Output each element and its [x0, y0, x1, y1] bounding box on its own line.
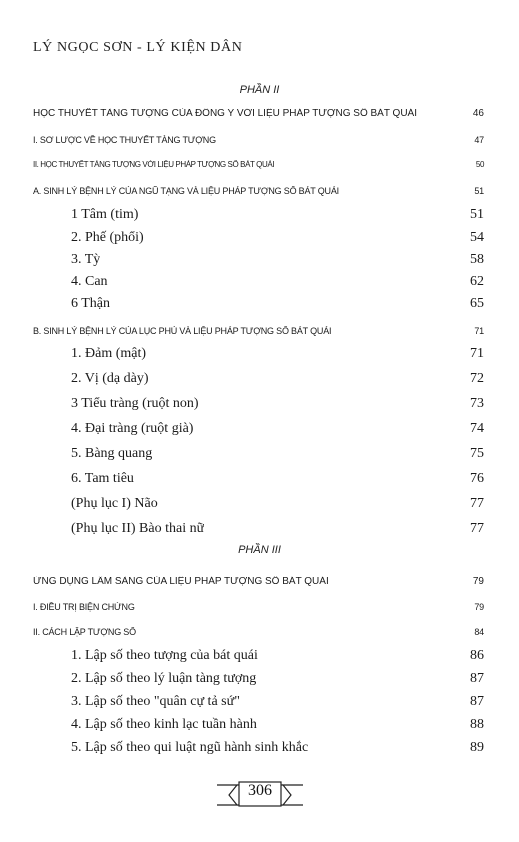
toc-label: 3 Tiểu tràng (ruột non) — [71, 396, 199, 411]
toc-page: 84 — [474, 627, 484, 637]
toc-entry — [33, 648, 484, 664]
toc-label: ỨNG DỤNG LÂM SÀNG CỦA LIỆU PHÁP TƯỢNG SỐ BÁT QUÁI — [33, 576, 329, 587]
toc-label: I. SƠ LƯỢC VỀ HỌC THUYẾT TÀNG TƯỢNG — [33, 135, 216, 145]
toc-entry — [33, 496, 484, 512]
toc-page: 73 — [470, 396, 484, 411]
toc-page: 46 — [472, 108, 484, 119]
toc-page: 51 — [470, 207, 484, 222]
part-2-heading: PHẦN II — [239, 84, 280, 96]
toc-entry — [33, 521, 484, 537]
toc-entry — [33, 627, 484, 637]
toc-label: 5. Lập số theo qui luật ngũ hành sinh khắc — [71, 740, 309, 755]
toc-entry — [33, 576, 484, 587]
toc-entry — [33, 740, 484, 756]
toc-entry — [33, 160, 484, 169]
toc-entry — [33, 108, 484, 119]
toc-label: II. HỌC THUYẾT TÀNG TƯỢNG VỚI LIỆU PHÁP TƯỢNG SỐ BÁT QUÁI — [33, 160, 275, 169]
toc-page: 58 — [470, 252, 484, 267]
toc-entry — [33, 421, 484, 437]
toc-page: 76 — [470, 471, 484, 486]
toc-label: (Phụ lục I) Não — [71, 496, 158, 511]
toc-label: 1. Lập số theo tượng của bát quái — [71, 648, 258, 663]
toc-entry — [33, 230, 484, 246]
toc-entry — [33, 296, 484, 312]
toc-label: 3. Tỳ — [71, 252, 101, 267]
page-number-ornament — [215, 780, 305, 810]
toc-label: 2. Vị (dạ dày) — [71, 371, 149, 386]
toc-label: B. SINH LÝ BỆNH LÝ CỦA LỤC PHỦ VÀ LIỆU PHÁP TƯỢNG SỐ BÁT QUÁI — [33, 326, 332, 336]
toc-entry — [33, 396, 484, 412]
toc-entry — [33, 671, 484, 687]
toc-entry — [33, 326, 484, 336]
toc-page: 89 — [470, 740, 484, 755]
toc-label: (Phụ lục II) Bào thai nữ — [71, 521, 205, 536]
toc-label: 4. Lập số theo kinh lạc tuần hành — [71, 717, 257, 732]
toc-entry — [33, 252, 484, 268]
toc-page: 88 — [470, 717, 484, 732]
toc-entry — [33, 471, 484, 487]
toc-label: 4. Đại tràng (ruột già) — [71, 421, 194, 436]
toc-entry — [33, 694, 484, 710]
toc-page: 51 — [474, 186, 484, 196]
toc-entry — [33, 602, 484, 612]
toc-page: 87 — [470, 671, 484, 686]
part-3-heading: PHẦN III — [238, 544, 281, 556]
toc-label: 3. Lập số theo "quân cự tả sứ" — [71, 694, 240, 709]
toc-page: 74 — [470, 421, 484, 436]
toc-entry — [33, 446, 484, 462]
toc-label: 5. Bàng quang — [71, 446, 153, 461]
toc-page: 62 — [470, 274, 484, 289]
toc-label: 4. Can — [71, 274, 108, 289]
toc-label: II. CÁCH LẬP TƯỢNG SỐ — [33, 627, 136, 637]
toc-page: 86 — [470, 648, 484, 663]
toc-page: 71 — [470, 346, 484, 361]
toc-entry — [33, 135, 484, 145]
toc-page: 65 — [470, 296, 484, 311]
page-number: 306 — [248, 782, 272, 799]
toc-entry — [33, 717, 484, 733]
toc-entry — [33, 207, 484, 223]
toc-page: 87 — [470, 694, 484, 709]
toc-entry — [33, 346, 484, 362]
toc-label: A. SINH LÝ BỆNH LÝ CỦA NGŨ TẠNG VÀ LIỆU PHÁP TƯỢNG SỐ BÁT QUÁI — [33, 186, 339, 196]
toc-page: 75 — [470, 446, 484, 461]
toc-entry — [33, 371, 484, 387]
toc-page: 77 — [470, 496, 484, 511]
toc-label: 1 Tâm (tim) — [71, 207, 139, 222]
toc-label: HỌC THUYẾT TÀNG TƯỢNG CỦA ĐÔNG Y VỚI LIỆU PHÁP TƯỢNG SỐ BÁT QUÁI — [33, 108, 417, 119]
toc-page: 71 — [474, 326, 484, 336]
toc-page: 77 — [470, 521, 484, 536]
toc-page: 72 — [470, 371, 484, 386]
toc-label: 6. Tam tiêu — [71, 471, 134, 486]
toc-label: 6 Thận — [71, 296, 111, 311]
toc-page: 50 — [475, 160, 484, 169]
running-header: LÝ NGỌC SƠN - LÝ KIỆN DÂN — [33, 40, 243, 55]
toc-label: 2. Phế (phổi) — [71, 230, 144, 245]
toc-entry — [33, 186, 484, 196]
toc-label: 1. Đảm (mật) — [71, 346, 147, 361]
toc-page: 54 — [470, 230, 484, 245]
toc-entry — [33, 274, 484, 290]
toc-page: 79 — [472, 576, 484, 587]
toc-label: 2. Lập số theo lý luận tàng tượng — [71, 671, 257, 686]
toc-label: I. ĐIỀU TRỊ BIỆN CHỨNG — [33, 602, 135, 612]
toc-page: 47 — [474, 135, 484, 145]
toc-page: 79 — [474, 602, 484, 612]
